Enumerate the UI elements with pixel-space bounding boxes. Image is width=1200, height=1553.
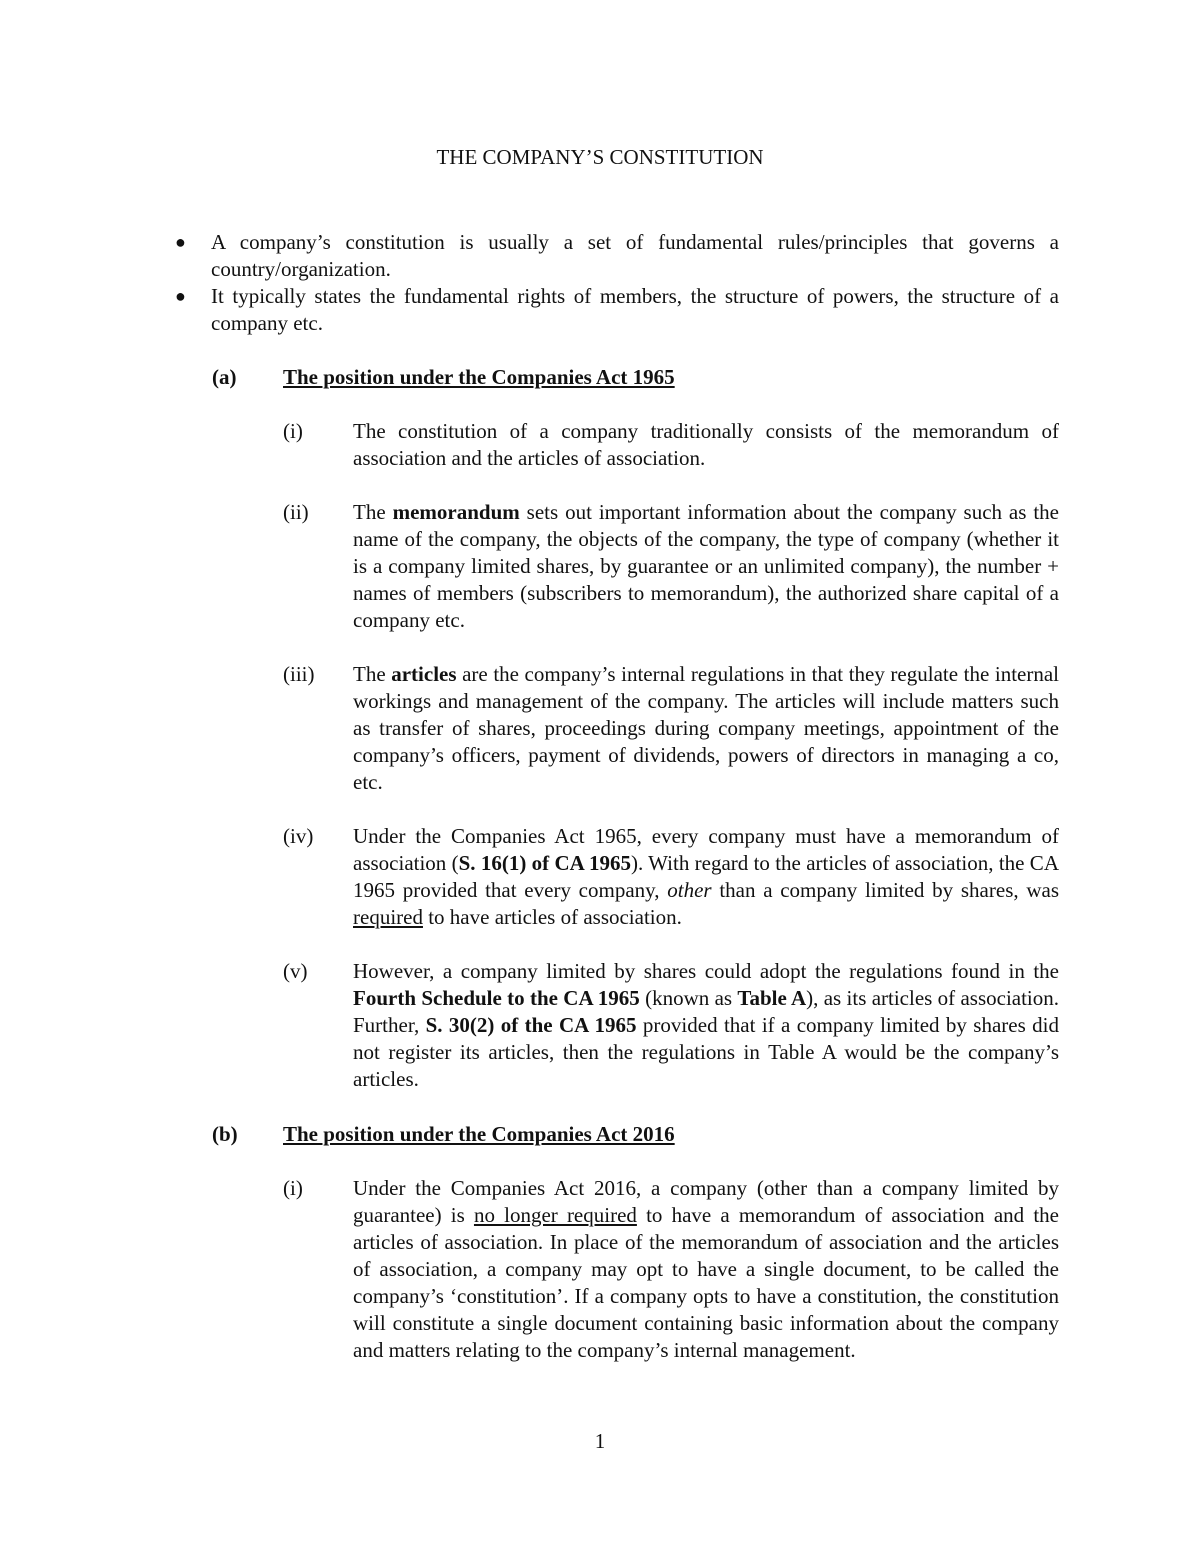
bold-term: memorandum [392,500,520,524]
bold-citation: S. 16(1) of CA 1965 [458,851,631,875]
bullet-icon: ● [175,232,186,252]
bullet-text: It typically states the fundamental rights of members, the structure of powers, the structure of a company etc. [211,284,1059,335]
paragraph-text: Under the Companies Act 2016, a company (other than a company limited by guarantee) is no longer required to have a memorandum of association and the articles of association. In place of the memorandum of association and the articles of association, a company may opt to have a single document, to be called the company’s ‘constitution’. If a company opts to have a constitution, the constitution will constitute a single document containing basic information about the company and matters relating to the company’s internal management. [353,1176,1059,1362]
paragraph-text: The constitution of a company traditionally consists of the memorandum of association and the articles of association. [353,419,1059,470]
italic-term: other [667,878,712,902]
paragraph-number: (v) [283,959,308,983]
section-heading-text: The position under the Companies Act 2016 [283,1122,675,1146]
bold-term: Table A [737,986,807,1010]
underlined-term: no longer required [473,1203,637,1227]
bold-term: Fourth Schedule to the CA 1965 [353,986,640,1010]
underlined-term: required [353,905,423,929]
bold-citation: S. 30(2) of the CA 1965 [425,1013,637,1037]
bullet-icon: ● [175,286,186,306]
section-heading-text: The position under the Companies Act 1965 [283,365,675,389]
page-number: 1 [594,1429,606,1453]
paragraph-text: Under the Companies Act 1965, every company must have a memorandum of association (S. 16(1) of CA 1965). With regard to the articles of association, the CA 1965 provided that every company, other than a company limited by shares, was required to have articles of association. [353,824,1059,929]
paragraph-number: (iii) [283,662,315,686]
section-label: (b) [212,1122,238,1146]
paragraph-number: (iv) [283,824,314,848]
page-title: THE COMPANY’S CONSTITUTION [436,145,764,169]
paragraph-text: The articles are the company’s internal regulations in that they regulate the internal workings and management of the company. The articles will include matters such as transfer of shares, proceedings during company meetings, appointment of the company’s officers, payment of dividends, powers of directors in managing a co, etc. [353,662,1059,794]
bullet-text: A company’s constitution is usually a set of fundamental rules/principles that governs a country/organization. [211,230,1059,281]
section-label: (a) [212,365,237,389]
bullet-item [172,283,1059,337]
bullet-list [172,229,1059,337]
paragraph-number: (i) [283,419,303,443]
paragraph-text: The memorandum sets out important information about the company such as the name of the company, the objects of the company, the type of company (whether it is a company limited shares, by guarantee or an unlimited company), the number + names of members (subscribers to memorandum), the authorized share capital of a company etc. [353,500,1059,632]
paragraph-number: (i) [283,1176,303,1200]
paragraph-text: However, a company limited by shares could adopt the regulations found in the Fourth Schedule to the CA 1965 (known as Table A), as its articles of association. Further, S. 30(2) of the CA 1965 provided that if a company limited by shares did not register its articles, then the regulations in Table A would be the company’s articles. [353,959,1060,1091]
bullet-item [172,229,1059,283]
paragraph-number: (ii) [283,500,309,524]
bold-term: articles [391,662,457,686]
